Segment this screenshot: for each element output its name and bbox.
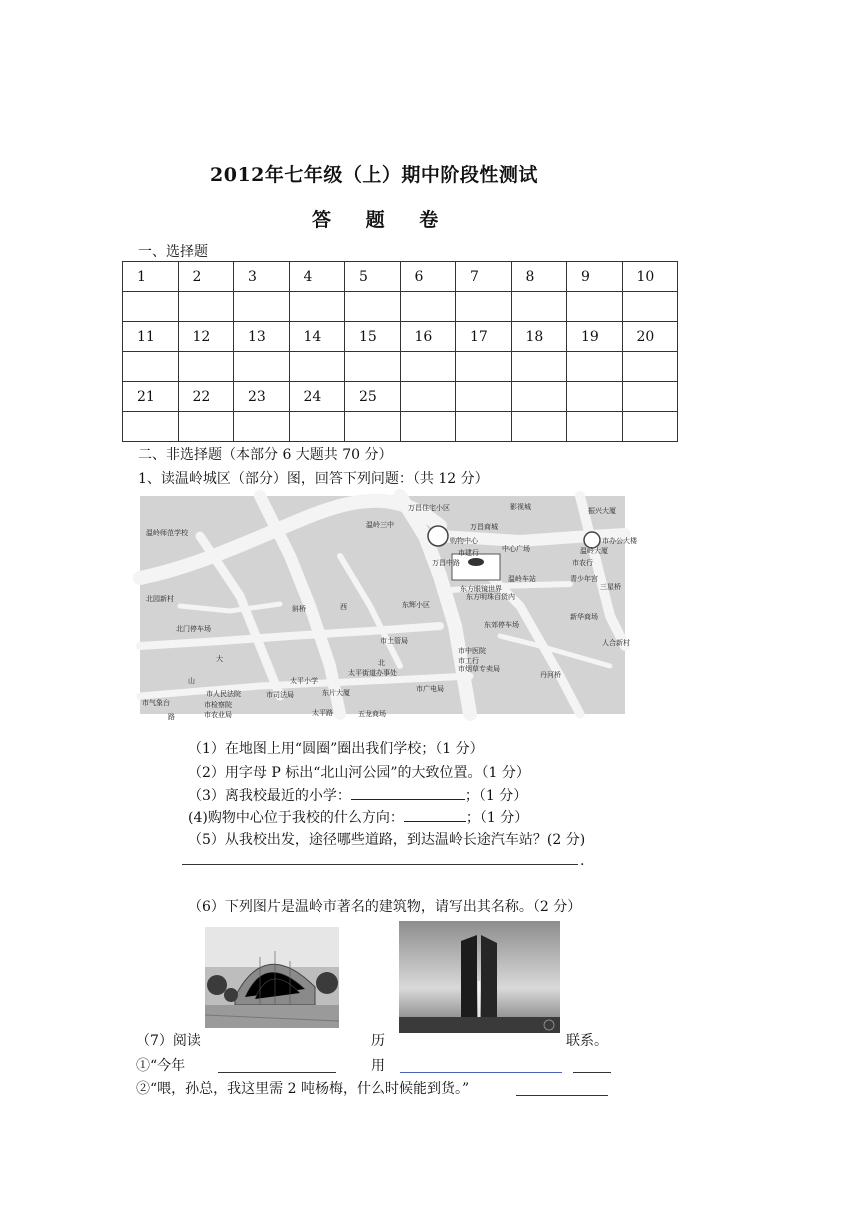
map-label: 东方明珠百货内 — [466, 593, 515, 601]
answer-cell[interactable] — [456, 412, 512, 442]
map-label: 市农行 — [572, 559, 593, 567]
answer-cell[interactable] — [178, 292, 234, 322]
map-label: 市广电局 — [416, 685, 444, 693]
building-photo-2 — [399, 921, 560, 1033]
map-label: 五龙商场 — [358, 710, 386, 718]
number-cell: 24 — [289, 382, 345, 412]
map-label: 路 — [168, 713, 175, 721]
map-label: 青少年宫 — [570, 575, 598, 583]
map-label: 山 — [188, 677, 195, 685]
page-title: 2012年七年级（上）期中阶段性测试 — [210, 164, 538, 186]
subquestion-3-score: ；（1 分） — [464, 788, 528, 804]
answer-cell[interactable] — [289, 352, 345, 382]
item-2-blank[interactable] — [516, 1095, 608, 1096]
map-label: 北门停车场 — [176, 625, 211, 633]
number-cell: 19 — [567, 322, 623, 352]
answer-cell[interactable] — [622, 412, 678, 442]
subquestion-2: （2）用字母 P 标出“北山河公园”的大致位置。（1 分） — [188, 765, 530, 781]
item-1-blank-b[interactable] — [400, 1072, 562, 1073]
number-cell: 25 — [345, 382, 401, 412]
map-label: 人合新村 — [602, 639, 630, 647]
map-label: 北 — [378, 659, 385, 667]
answer-cell[interactable] — [622, 352, 678, 382]
number-cell: 7 — [456, 262, 512, 292]
number-cell: 22 — [178, 382, 234, 412]
subquestion-5: （5）从我校出发，途径哪些道路，到达温岭长途汽车站？(2 分) — [188, 832, 586, 848]
map-label: 购物中心 — [450, 537, 478, 545]
answer-cell[interactable] — [234, 292, 290, 322]
building-photo-1 — [205, 927, 339, 1028]
map-label: 大 — [216, 655, 223, 663]
number-cell: 4 — [289, 262, 345, 292]
map-label: 影视城 — [510, 503, 531, 511]
subquestion-4 — [188, 807, 528, 827]
number-cell — [456, 382, 512, 412]
answer-cell[interactable] — [622, 292, 678, 322]
answer-cell[interactable] — [400, 352, 456, 382]
answer-blank-4[interactable] — [404, 807, 466, 822]
number-cell: 14 — [289, 322, 345, 352]
section-nonchoice-label: 二、非选择题（本部分 6 大题共 70 分） — [138, 447, 393, 463]
subquestion-6: （6）下列图片是温岭市著名的建筑物，请写出其名称。（2 分） — [188, 899, 582, 915]
map-label: 太平小学 — [290, 677, 318, 685]
map-label: 新华商场 — [570, 613, 598, 621]
map-label: 市检察院 — [204, 701, 232, 709]
subquestion-7-start: （7）阅读 — [136, 1033, 201, 1049]
city-map — [140, 496, 637, 721]
answer-blank-3[interactable] — [351, 785, 465, 800]
number-row — [123, 322, 678, 352]
number-cell: 15 — [345, 322, 401, 352]
map-label: 温岭师范学校 — [146, 529, 188, 537]
map-label: 东辉小区 — [402, 601, 430, 609]
number-cell — [400, 382, 456, 412]
answer-row — [123, 352, 678, 382]
number-cell: 11 — [123, 322, 179, 352]
number-cell: 21 — [123, 382, 179, 412]
page-subtitle: 答 题 卷 — [312, 209, 453, 231]
answer-cell[interactable] — [345, 292, 401, 322]
answer-cell[interactable] — [567, 352, 623, 382]
answer-row — [123, 412, 678, 442]
answer-cell[interactable] — [234, 412, 290, 442]
map-label: 东郊停车场 — [484, 621, 519, 629]
map-label: 北园新村 — [146, 595, 174, 603]
map-label: 斜桥 — [292, 605, 306, 613]
subquestion-3-text: （3）离我校最近的小学： — [188, 788, 351, 804]
map-label: 温岭大厦 — [580, 547, 608, 555]
map-label: 太平路 — [312, 709, 333, 717]
subquestion-4-text: (4)购物中心位于我校的什么方向： — [188, 810, 404, 826]
map-label: 市气象台 — [142, 699, 170, 707]
answer-cell[interactable] — [123, 352, 179, 382]
number-row — [123, 262, 678, 292]
section-choice-label: 一、选择题 — [138, 244, 208, 260]
number-cell — [567, 382, 623, 412]
map-label: 三星桥 — [600, 583, 621, 591]
map-label: 市中医院 — [458, 647, 486, 655]
map-label: 东方眼镜世界 — [460, 585, 502, 593]
item-2-text: ②“喂，孙总，我这里需 2 吨杨梅，什么时候能到货。” — [136, 1081, 470, 1097]
answer-cell[interactable] — [123, 412, 179, 442]
map-label: 市建行 — [458, 549, 479, 557]
answer-cell[interactable] — [234, 352, 290, 382]
map-label: 市工行 — [458, 657, 479, 665]
item-1-blank-c[interactable] — [573, 1072, 611, 1073]
map-label: 市办公大楼 — [602, 537, 637, 545]
number-cell: 16 — [400, 322, 456, 352]
answer-cell[interactable] — [456, 292, 512, 322]
item-1-text: ①“今年 — [136, 1058, 186, 1074]
map-label: 市土管局 — [380, 637, 408, 645]
number-cell: 13 — [234, 322, 290, 352]
number-cell: 12 — [178, 322, 234, 352]
item-1-blank-a[interactable] — [218, 1072, 336, 1073]
question-1-prompt: 1、读温岭城区（部分）图，回答下列问题：（共 12 分） — [138, 471, 489, 487]
number-cell: 18 — [511, 322, 567, 352]
number-cell: 17 — [456, 322, 512, 352]
map-label: 市司法局 — [266, 691, 294, 699]
answer-row — [123, 292, 678, 322]
answer-cell[interactable] — [178, 352, 234, 382]
subquestion-7-mid: 历 — [371, 1033, 385, 1049]
answer-cell[interactable] — [511, 292, 567, 322]
answer-cell[interactable] — [400, 412, 456, 442]
answer-cell[interactable] — [345, 412, 401, 442]
subquestion-3 — [188, 785, 527, 805]
subquestion-4-score: ；（1 分） — [465, 810, 529, 826]
answer-cell[interactable] — [289, 412, 345, 442]
number-cell: 10 — [622, 262, 678, 292]
map-label: 万昌住宅小区 — [408, 504, 450, 512]
map-label: 万昌商城 — [470, 523, 498, 531]
answer-cell[interactable] — [567, 412, 623, 442]
number-cell — [511, 382, 567, 412]
number-cell: 23 — [234, 382, 290, 412]
map-label: 中心广场 — [502, 545, 530, 553]
answer-cell[interactable] — [178, 412, 234, 442]
map-label: 市烟草专卖局 — [458, 665, 500, 673]
number-cell: 3 — [234, 262, 290, 292]
number-cell — [622, 382, 678, 412]
answer-cell[interactable] — [345, 352, 401, 382]
map-label: 振兴大厦 — [588, 507, 616, 515]
map-label: 丹河桥 — [540, 671, 561, 679]
number-cell: 9 — [567, 262, 623, 292]
map-label: 温岭三中 — [366, 521, 394, 529]
map-label: 万昌中路 — [432, 559, 460, 567]
number-cell: 8 — [511, 262, 567, 292]
answer-cell[interactable] — [511, 412, 567, 442]
answer-cell[interactable] — [289, 292, 345, 322]
number-row — [123, 382, 678, 412]
item-1-text-b: 用 — [371, 1058, 385, 1074]
answer-cell[interactable] — [567, 292, 623, 322]
answer-line-5-end: . — [580, 853, 585, 869]
map-label: 东片大厦 — [322, 689, 350, 697]
map-label: 市农业局 — [204, 711, 232, 719]
answer-cell[interactable] — [511, 352, 567, 382]
answer-cell[interactable] — [456, 352, 512, 382]
subquestion-7-end: 联系。 — [566, 1033, 608, 1049]
answer-cell[interactable] — [400, 292, 456, 322]
map-label: 温岭车站 — [508, 575, 536, 583]
number-cell: 20 — [622, 322, 678, 352]
map-label: 西 — [340, 603, 347, 611]
answer-line-5[interactable] — [182, 864, 578, 865]
number-cell: 2 — [178, 262, 234, 292]
subquestion-1: （1）在地图上用“圆圈”圈出我们学校；（1 分） — [188, 741, 484, 757]
map-label: 太平街道办事处 — [348, 669, 397, 677]
number-cell: 6 — [400, 262, 456, 292]
number-cell: 1 — [123, 262, 179, 292]
answer-table — [122, 261, 678, 442]
map-label: 市人民法院 — [206, 690, 241, 698]
answer-cell[interactable] — [123, 292, 179, 322]
number-cell: 5 — [345, 262, 401, 292]
